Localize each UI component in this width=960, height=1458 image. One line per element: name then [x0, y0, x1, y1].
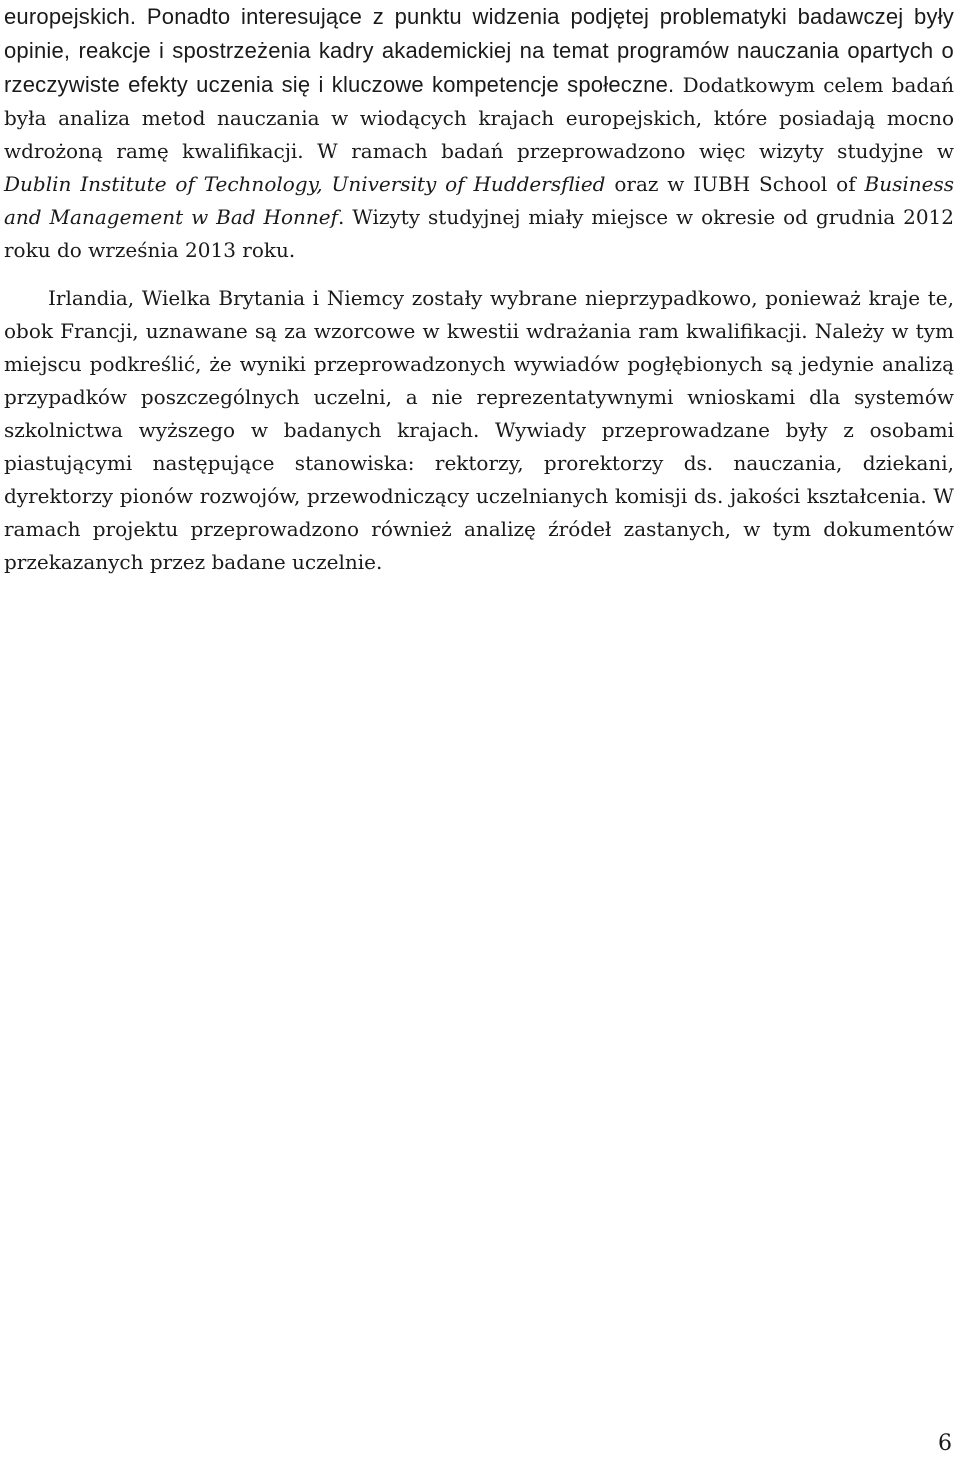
paragraph-1-segment-1: europejskich. [4, 4, 147, 29]
paragraph-1 [4, 0, 954, 267]
page-number: 6 [938, 1431, 952, 1456]
paragraph-1-italic-institutions: Dublin Institute of Technology, University of Huddersflied [4, 172, 606, 196]
paragraph-1-segment-2: Ponadto interesujące z punktu widzenia podjętej problematyki badawczej były opinie, reakcje i spostrzeżenia kadry akademickiej na temat programów nauczania opartych o rzeczywiste efekty uczenia się i kluczowe kompetencje społeczne. [4, 4, 954, 97]
document-page [4, 0, 954, 579]
paragraph-1-italic-business: Business and Management w Bad Honnef [4, 172, 954, 229]
paragraph-1-segment-3: Dodatkowym celem badań była analiza metod nauczania w wiodących krajach europejskich, które posiadają mocno wdrożoną ramę kwalifikacji. W ramach badań przeprowadzono więc wizyty studyjne w [4, 73, 954, 163]
paragraph-2: Irlandia, Wielka Brytania i Niemcy zostały wybrane nieprzypadkowo, ponieważ kraje te, obok Francji, uznawane są za wzorcowe w kwestii wdrażania ram kwalifikacji. Należy w tym miejscu podkreślić, że wyniki przeprowadzonych wywiadów pogłębionych są jedynie analizą przypadków poszczególnych uczelni, a nie reprezentatywnymi wnioskami dla systemów szkolnictwa wyższego w badanych krajach. Wywiady przeprowadzane były z osobami piastującymi następujące stanowiska: rektorzy, prorektorzy ds. nauczania, dziekani, dyrektorzy pionów rozwojów, przewodniczący uczelnianych komisji ds. jakości kształcenia. W ramach projektu przeprowadzono również analizę źródeł zastanych, w tym dokumentów przekazanych przez badane uczelnie. [4, 286, 954, 574]
paragraph-1-segment-7: . Wizyty studyjnej miały miejsce w okresie od grudnia 2012 roku do września 2013 roku. [4, 205, 954, 262]
paragraph-1-segment-5: oraz w IUBH School of [605, 172, 865, 196]
